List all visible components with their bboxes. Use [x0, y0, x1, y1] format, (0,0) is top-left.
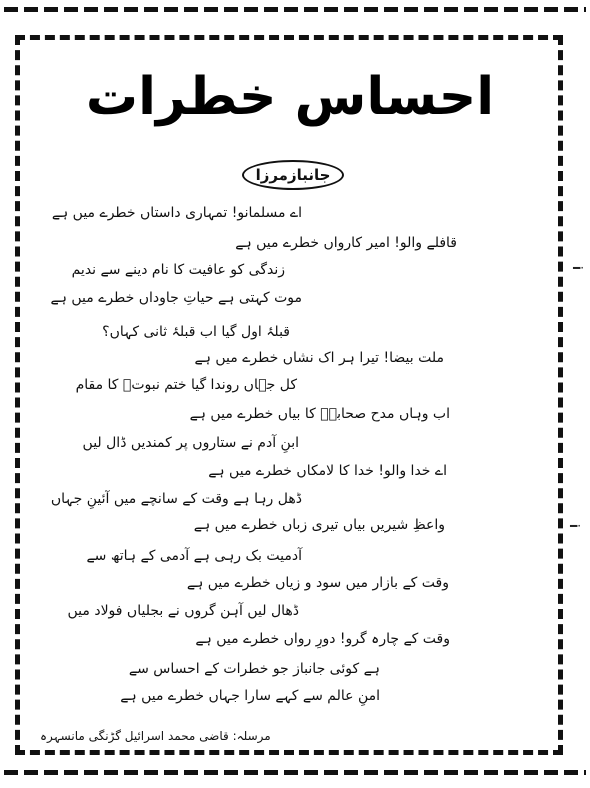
poem-title: احساس خطرات [85, 67, 495, 127]
verse-line: زندگی کو عافیت کا نام دینے سے ندیم [71, 262, 285, 278]
verse-line: واعظِ شیریں بیاں تیری زباں خطرے میں ہے [193, 517, 445, 533]
verse-line: وقت کے چارہ گرو! دورِ رواں خطرے میں ہے [195, 631, 450, 647]
verse-line: کل جہاں روندا گیا ختم نبوتؐ کا مقام [75, 377, 297, 393]
margin-mark: ━· [570, 519, 582, 533]
verse-line: ہے کوئی جانباز جو خطرات کے احساس سے [128, 661, 380, 677]
verse-line: قافلے والو! امیر کارواں خطرے میں ہے [235, 235, 457, 251]
verse-line: ڈھال لیں آہن گروں نے بجلیاں فولاد میں [67, 603, 299, 619]
verse-line: ابنِ آدم نے ستاروں پر کمندیں ڈال لیں [82, 435, 299, 451]
verse-line: اے مسلمانو! تمہاری داستاں خطرے میں ہے [51, 205, 302, 221]
verse-line: ڈھل رہا ہے وقت کے سانچے میں آئینِ جہاں [50, 491, 302, 507]
verse-line: آدمیت بک رہی ہے آدمی کے ہاتھ سے [86, 548, 302, 564]
top-edge-dashes [4, 7, 586, 12]
bottom-edge-dashes [4, 770, 586, 775]
margin-mark: ━· [573, 261, 585, 275]
verse-line: وقت کے بازار میں سود و زیاں خطرے میں ہے [186, 575, 449, 591]
verse-line: امنِ عالم سے کہے سارا جہاں خطرے میں ہے [120, 688, 380, 704]
verse-line: اے خدا والو! خدا کا لامکاں خطرے میں ہے [208, 463, 447, 479]
verse-line: ملت بیضا! تیرا ہر اک نشاں خطرے میں ہے [194, 350, 444, 366]
verse-line: اب وہاں مدح صحابہؓ کا بیاں خطرے میں ہے [189, 406, 450, 422]
verse-line: قبلۂ اول گیا اب قبلۂ ثانی کہاں؟ [102, 324, 290, 340]
sender-credit: مرسلہ: قاضی محمد اسرائیل گڑنگی مانسہرہ [40, 729, 271, 743]
author-name: جانبازمرزا [242, 160, 344, 190]
verse-line: موت کہتی ہے حیاتِ جاوداں خطرے میں ہے [50, 290, 302, 306]
